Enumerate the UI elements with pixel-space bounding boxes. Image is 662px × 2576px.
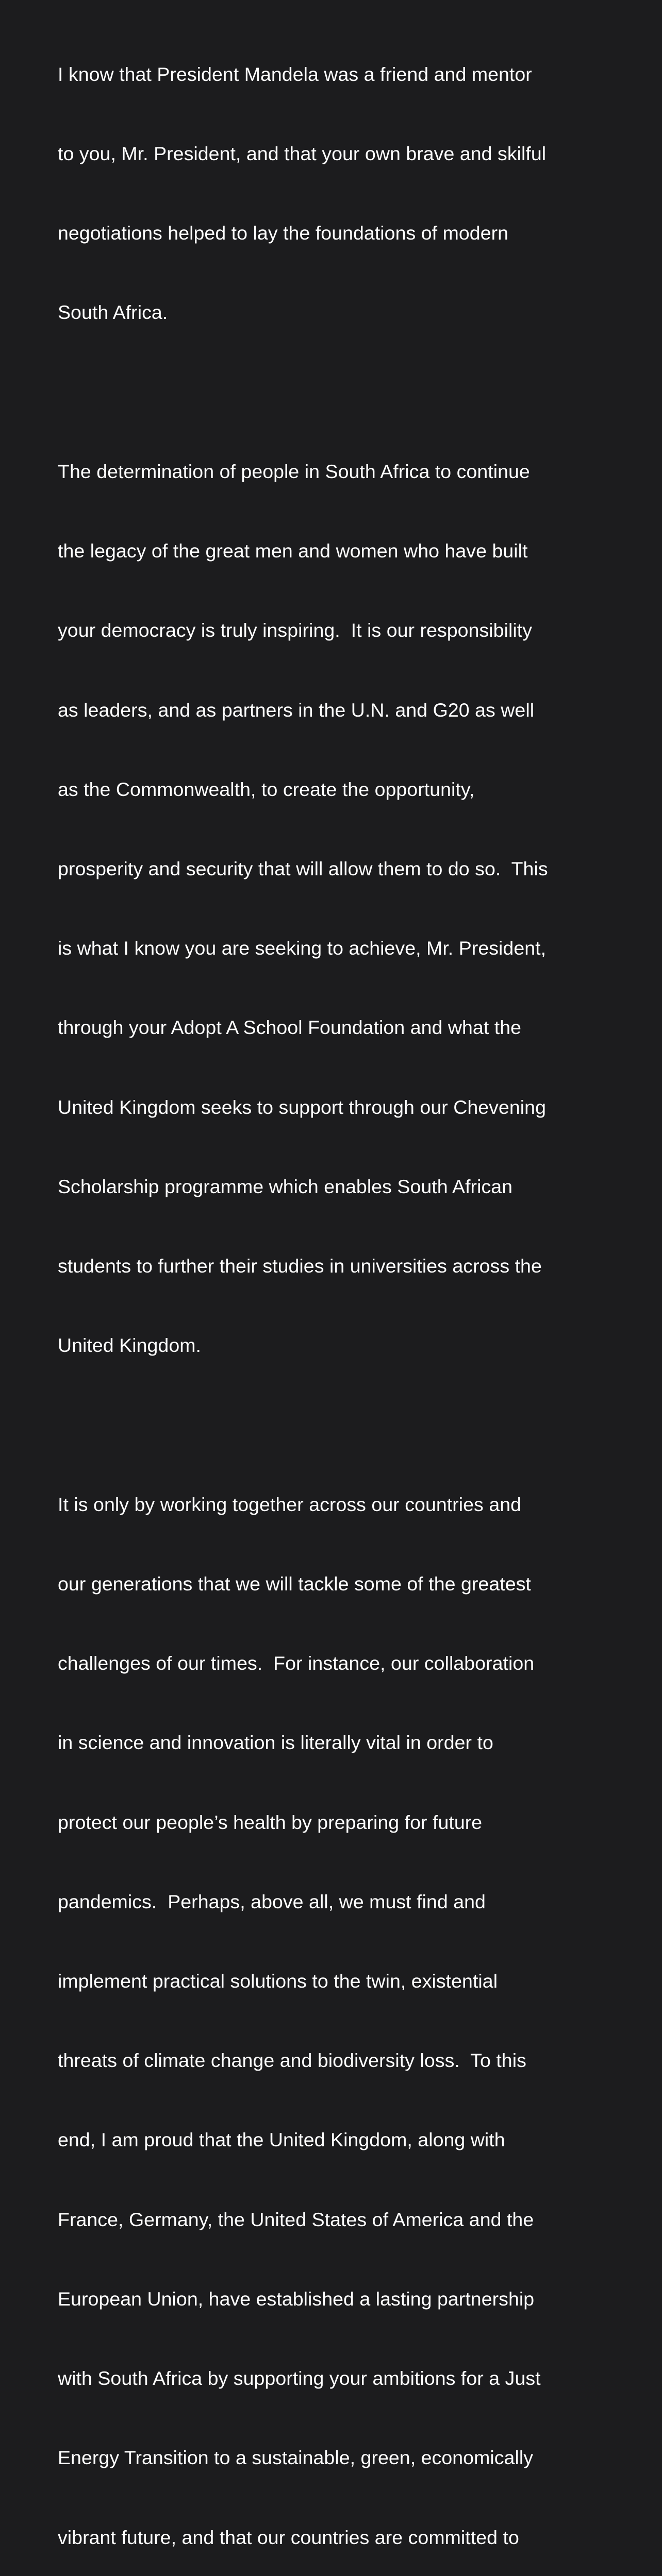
text-line: vibrant future, and that our countries are committed to — [58, 2526, 519, 2548]
text-line: I know that President Mandela was a friend and mentor — [58, 63, 532, 85]
text-line: in science and innovation is literally vital in order to — [58, 1732, 493, 1754]
text-line: end, I am proud that the United Kingdom, along with — [58, 2129, 505, 2151]
text-line: students to further their studies in universities across the — [58, 1255, 542, 1277]
text-line: the legacy of the great men and women who have built — [58, 540, 528, 562]
text-line: European Union, have established a lasting partnership — [58, 2287, 535, 2310]
paragraph-1 — [58, 8, 609, 379]
text-line: protect our people’s health by preparing for future — [58, 1811, 483, 1833]
text-line: is what I know you are seeking to achieve, Mr. President, — [58, 937, 547, 959]
text-line: France, Germany, the United States of America and the — [58, 2208, 534, 2230]
letter-body — [58, 8, 609, 2576]
text-line: as leaders, and as partners in the U.N. and G20 as well — [58, 699, 535, 721]
paragraph-3 — [58, 1438, 609, 2576]
text-line: Energy Transition to a sustainable, green, economically — [58, 2447, 534, 2469]
text-line: threats of climate change and biodiversity loss. To this — [58, 2049, 526, 2072]
text-line: South Africa. — [58, 301, 168, 324]
text-line: as the Commonwealth, to create the opportunity, — [58, 778, 475, 800]
text-line: with South Africa by supporting your ambitions for a Just — [58, 2367, 541, 2389]
text-line: It is only by working together across our countries and — [58, 1493, 522, 1515]
text-line: United Kingdom seeks to support through our Chevening — [58, 1096, 546, 1118]
paragraph-2 — [58, 405, 609, 1412]
text-line: Scholarship programme which enables South African — [58, 1175, 513, 1197]
text-line: our generations that we will tackle some of the greatest — [58, 1572, 531, 1595]
text-line: through your Adopt A School Foundation and what the — [58, 1016, 522, 1039]
text-line: implement practical solutions to the twin, existential — [58, 1970, 498, 1992]
text-line: to you, Mr. President, and that your own brave and skilful — [58, 143, 547, 165]
text-line: United Kingdom. — [58, 1334, 201, 1357]
text-line: negotiations helped to lay the foundations of modern — [58, 222, 509, 244]
text-line: challenges of our times. For instance, our collaboration — [58, 1652, 535, 1674]
text-line: prosperity and security that will allow them to do so. This — [58, 857, 548, 879]
text-line: your democracy is truly inspiring. It is our responsibility — [58, 619, 532, 641]
text-line: The determination of people in South Africa to continue — [58, 460, 530, 482]
text-line: pandemics. Perhaps, above all, we must find and — [58, 1890, 486, 1912]
